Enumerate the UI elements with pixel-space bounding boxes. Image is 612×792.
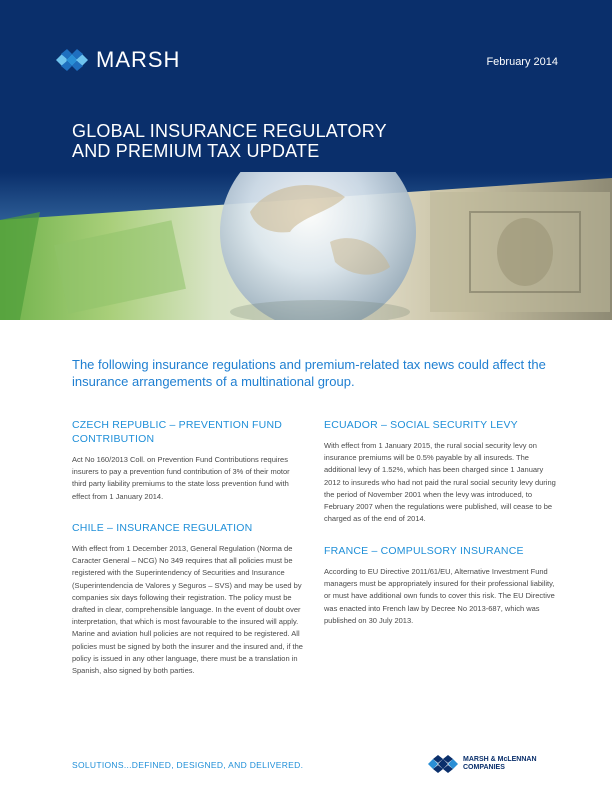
issue-date: February 2014 [486,56,558,68]
brand-name: MARSH [96,47,181,72]
section-body: According to EU Directive 2011/61/EU, Alternative Investment Fund managers must be appropriately insured for their professional liability, or must have additional own funds to cover this risk. The EU Directive was enacted into French law by Decree No 2013-687, which was published on 30 July 2013. [324,567,555,625]
section-ecuador [324,418,556,525]
marsh-logo-icon [56,49,88,71]
intro-text: The following insurance regulations and premium-related tax news could affect the insurance arrangements of a multinational group. [72,357,546,389]
section-title: ECUADOR – SOCIAL SECURITY LEVY [324,419,518,431]
mmc-logo-icon [428,755,458,773]
section-body: Act No 160/2013 Coll. on Prevention Fund Contributions requires insurers to pay a prevention fund contribution of 3% of their motor third party liability premiums to the state loss prevention fund with effect from 1 January 2014. [72,455,290,501]
page-title [72,121,532,161]
mmc-logo [428,755,537,773]
section-chile [72,521,304,677]
title-line: GLOBAL INSURANCE REGULATORY [72,121,387,141]
mmc-name [463,756,537,772]
title-line: AND PREMIUM TAX UPDATE [72,141,320,161]
mmc-name-line: MARSH & McLENNAN [463,756,537,763]
section-body: With effect from 1 December 2013, General Regulation (Norma de Caracter General – NCG) No 349 requires that all policies must be registered with the Superintendency of Securities and Insurance (Superintendencia de Valores y Seguros – SVS) and may be used by companies six days following their registration. The policy must be drafted in clear, comprehensible language. In the event of doubt over interpretation, that which is most favourable to the insured will apply. Marine and aviation hull policies are not required to be registered. All policies must be signed by both the insurer and the insured and, if the policy is issued in any other language, there must be a translation in Spanish, also signed by both parties. [72,544,303,676]
section-czech-republic [72,418,304,503]
section-france [324,544,556,627]
section-body: With effect from 1 January 2015, the rural social security levy on insurance premiums will be 0.5% payable by all insureds. The additional levy of 1.52%, which has been charged since 1 January 2012 to insureds who had not paid the rural social security levy during the period of November 2001 when the levy was introduced, to February 2007 when the regulations were published, will cease to be charged as of the end of 2014. [324,441,556,524]
globe-money-photo [0,172,612,320]
footer-tagline: SOLUTIONS...DEFINED, DESIGNED, AND DELIVERED. [72,760,304,770]
mmc-name-line: COMPANIES [463,764,505,771]
section-title: FRANCE – COMPULSORY INSURANCE [324,545,524,557]
section-title: CHILE – INSURANCE REGULATION [72,522,253,534]
marsh-logo [56,47,180,73]
section-title: CZECH REPUBLIC – PREVENTION FUND CONTRIBUTION [72,419,283,445]
header-banner [0,0,612,320]
